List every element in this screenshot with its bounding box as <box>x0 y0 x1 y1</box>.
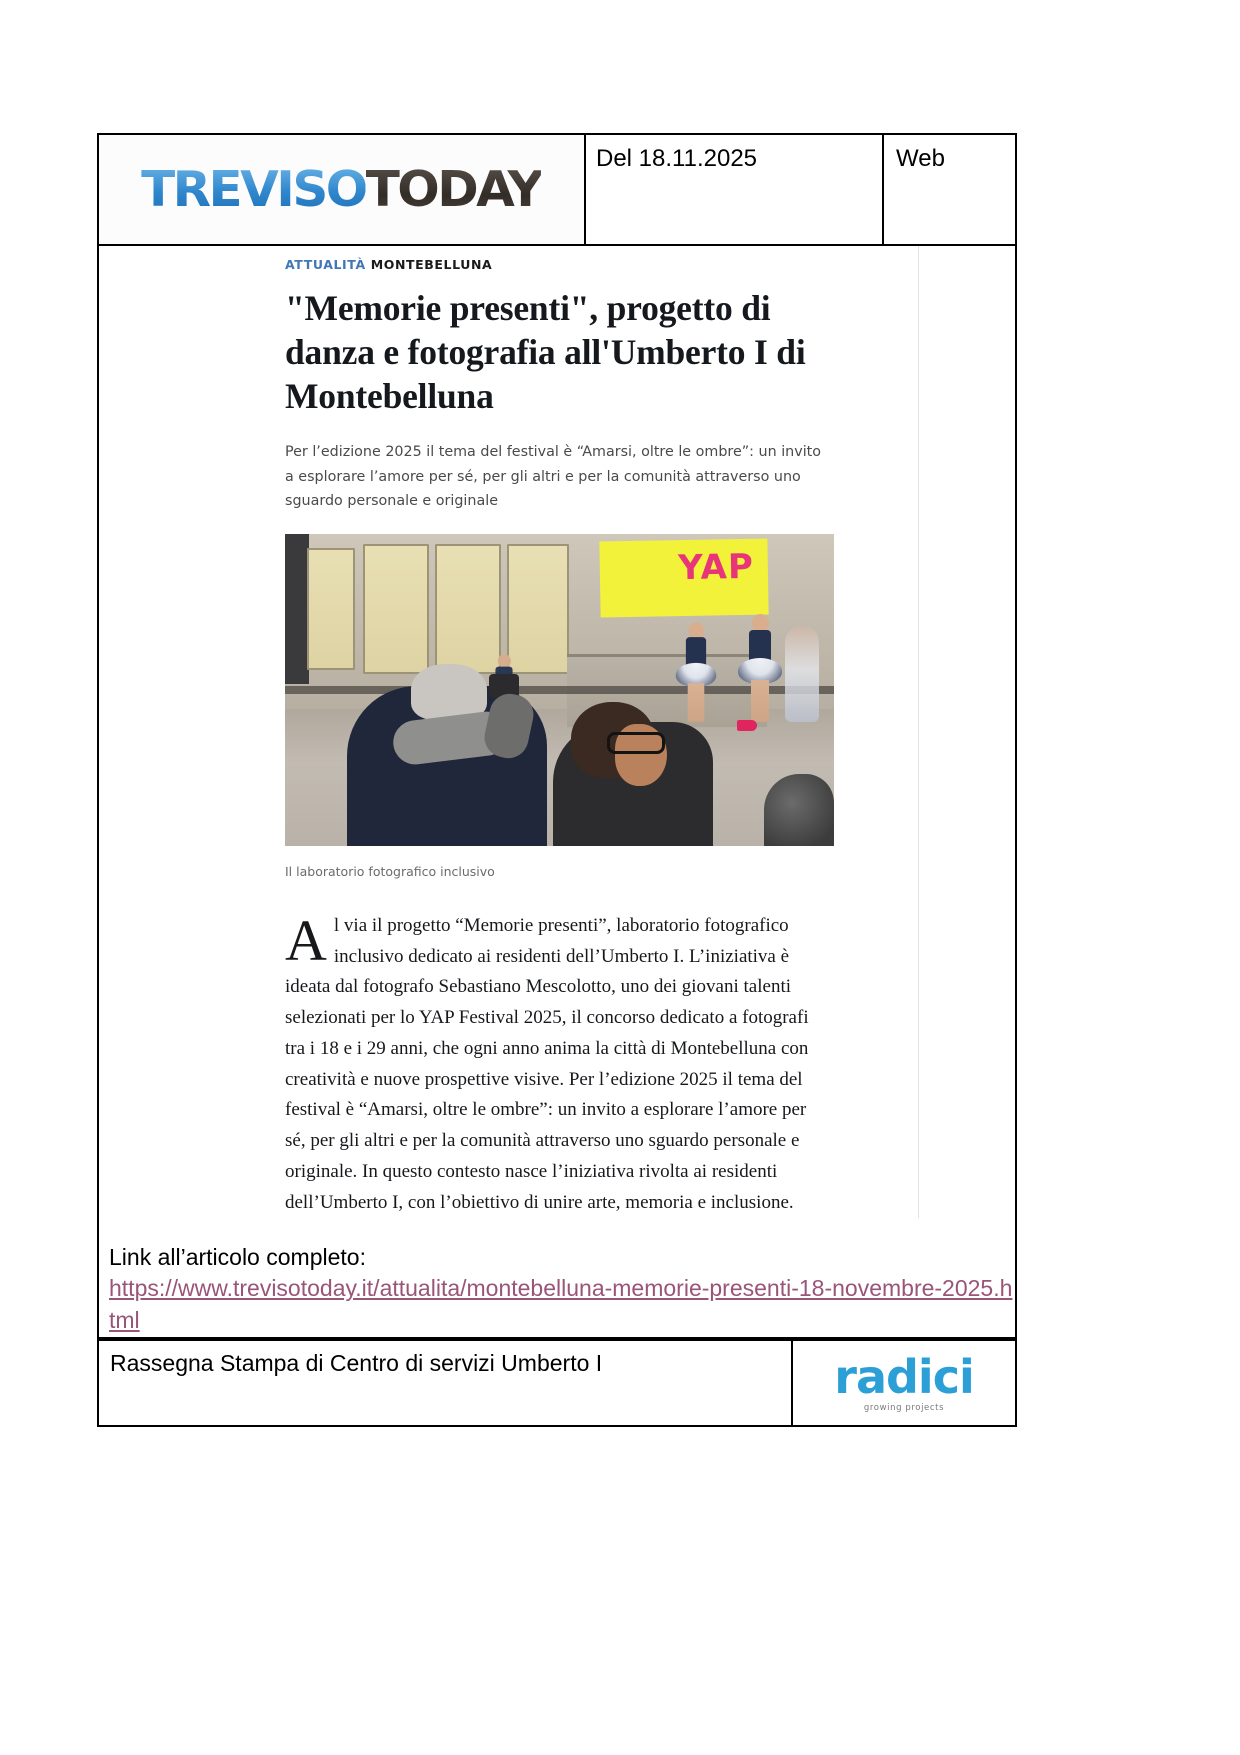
article-standfirst: Per l’edizione 2025 il tema del festival è “Amarsi, oltre le ombre”: un invito a esplorare l’amore per sé, per gli altri e per la comunità attraverso uno sguardo personale e originale <box>285 444 822 510</box>
logo-text-today: TODAY <box>366 161 542 218</box>
photo-red-shoe <box>737 720 757 731</box>
article-link-section <box>99 1218 1015 1336</box>
footer-text-cell <box>99 1341 793 1425</box>
photo-photographer-hair <box>411 664 487 720</box>
article-url-link[interactable]: https://www.trevisotoday.it/attualita/montebelluna-memorie-presenti-18-novembre-2025.html <box>109 1275 1013 1334</box>
clipping-footer-table <box>97 1339 1017 1427</box>
publication-date: Del 18.11.2025 <box>596 145 758 172</box>
trevisotoday-logo <box>141 161 542 218</box>
radici-tagline: growing projects <box>863 1402 945 1413</box>
kicker-location[interactable]: MONTEBELLUNA <box>370 257 493 272</box>
photo-wall-panel <box>363 544 429 674</box>
article-headline: "Memorie presenti", progetto di danza e fotografia all'Umberto I di Montebelluna <box>285 288 806 417</box>
photo-dancer <box>737 614 783 724</box>
article-body-text: Al via il progetto “Memorie presenti”, laboratorio fotografico inclusivo dedicato ai residenti dell’Umberto I. L’iniziativa è ideata dal fotografo Sebastiano Mescolotto, uno dei giovani talenti selezionati per lo YAP Festival 2025, il concorso dedicato a fotografi tra i 18 e i 29 anni, che ogni anno anima la città di Montebelluna con creatività e nuove prospettive visive. Per l’edizione 2025 il tema del festival è “Amarsi, oltre le ombre”: un invito a esplorare l’amore per sé, per gli altri e per la comunità attraverso uno sguardo personale e originale. In questo contesto nasce l’iniziativa rivolta ai residenti dell’Umberto I, con l’obiettivo di unire arte, memoria e inclusione. <box>285 907 809 1213</box>
radici-wordmark: radici <box>834 1349 974 1404</box>
glasses-icon <box>607 732 665 754</box>
article-container <box>99 246 919 1218</box>
link-label: Link all’articolo completo: <box>109 1244 366 1271</box>
logo-text-treviso: TREVISO <box>141 161 367 218</box>
photo-dancer <box>675 622 717 723</box>
web-article-screenshot <box>99 246 919 1218</box>
press-review-label: Rassegna Stampa di Centro di servizi Umberto I <box>110 1349 603 1376</box>
article-kicker <box>285 257 919 272</box>
clipping-header-table <box>97 133 1017 246</box>
yap-poster <box>599 538 768 617</box>
clipping-body <box>97 246 1017 1339</box>
radici-logo <box>834 1349 974 1413</box>
photo-background-figure <box>785 626 819 722</box>
publication-date-cell <box>586 135 884 244</box>
photo-doorframe <box>285 534 309 684</box>
photo-wall-panel <box>307 548 355 670</box>
media-type: Web <box>896 145 945 172</box>
article-photo <box>285 534 834 846</box>
press-clipping-sheet <box>97 133 1017 1427</box>
kicker-category[interactable]: ATTUALITÀ <box>285 257 366 272</box>
footer-logo-cell <box>793 1341 1015 1425</box>
publication-logo-cell <box>99 135 586 244</box>
media-type-cell <box>884 135 1015 244</box>
photo-caption: Il laboratorio fotografico inclusivo <box>285 863 495 879</box>
yap-poster-text: YAP <box>677 546 755 588</box>
photo-foreground-figure <box>764 774 834 846</box>
